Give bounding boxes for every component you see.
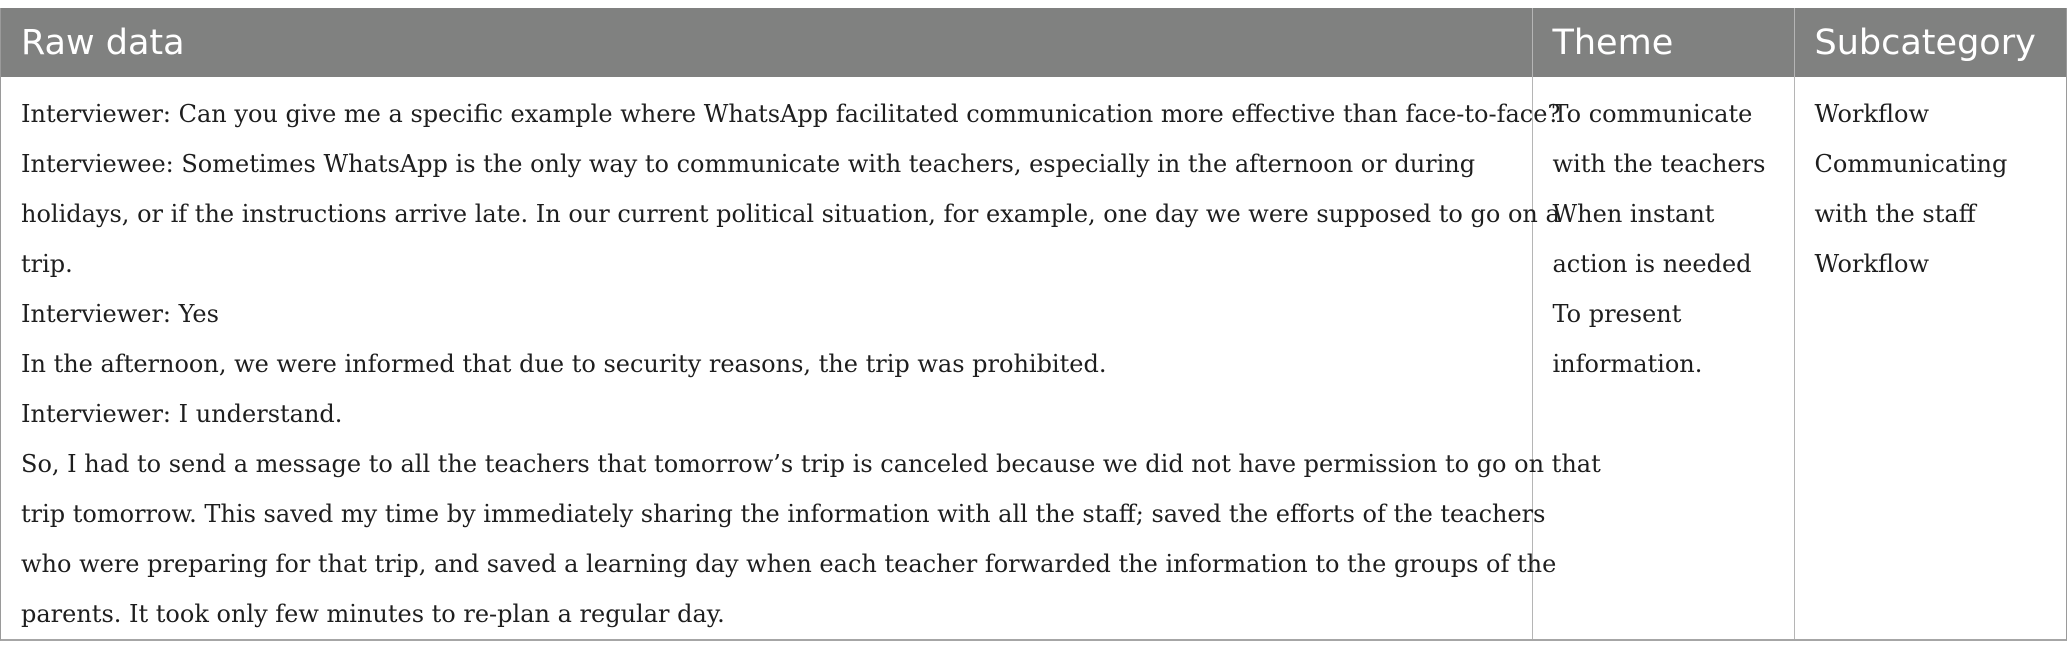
theme-line: To communicate (1552, 100, 1753, 128)
subcategory-line: Workflow (1814, 100, 1930, 128)
raw-data-cell (1, 77, 1601, 639)
raw-data-line: parents. It took only few minutes to re-plan a regular day. (21, 600, 725, 628)
header-subcategory: Subcategory (1814, 22, 2036, 63)
theme-line: When instant (1552, 200, 1715, 228)
data-table-container (0, 8, 2067, 641)
theme-line: with the teachers (1552, 150, 1766, 178)
raw-data-line: Interviewee: Sometimes WhatsApp is the only way to communicate with teachers, especially in the afternoon or during (21, 150, 1476, 178)
raw-data-line: trip tomorrow. This saved my time by immediately sharing the information with all the staff; saved the efforts of the teachers (21, 500, 1546, 528)
header-theme: Theme (1532, 8, 1794, 77)
theme-line: information. (1552, 350, 1703, 378)
subcategory-cell (1794, 77, 2066, 639)
subcategory-line: with the staff (1814, 200, 1976, 228)
raw-data-line: So, I had to send a message to all the teachers that tomorrow’s trip is canceled because we did not have permission to go on that (21, 450, 1601, 478)
raw-data-line: trip. (21, 250, 73, 278)
table-row (1, 77, 2066, 639)
header-raw-data: Raw data (1, 8, 1532, 77)
theme-line: To present (1552, 300, 1682, 328)
subcategory-line: Communicating (1814, 150, 2008, 178)
coding-table (1, 8, 2066, 639)
raw-data-line: Interviewer: Yes (21, 300, 219, 328)
raw-data-line: Interviewer: Can you give me a specific example where WhatsApp facilitated communication more effective than face-to-face? (21, 100, 1561, 128)
table-header-row (1, 8, 2066, 77)
raw-data-line: In the afternoon, we were informed that due to security reasons, the trip was prohibited. (21, 350, 1107, 378)
raw-data-line: holidays, or if the instructions arrive late. In our current political situation, for example, one day we were supposed to go on a (21, 200, 1560, 228)
raw-data-line: who were preparing for that trip, and saved a learning day when each teacher forwarded the information to the groups of the (21, 550, 1557, 578)
subcategory-line: Workflow (1814, 250, 1930, 278)
theme-line: action is needed (1552, 250, 1752, 278)
theme-cell (1532, 77, 1794, 639)
raw-data-line: Interviewer: I understand. (21, 400, 343, 428)
